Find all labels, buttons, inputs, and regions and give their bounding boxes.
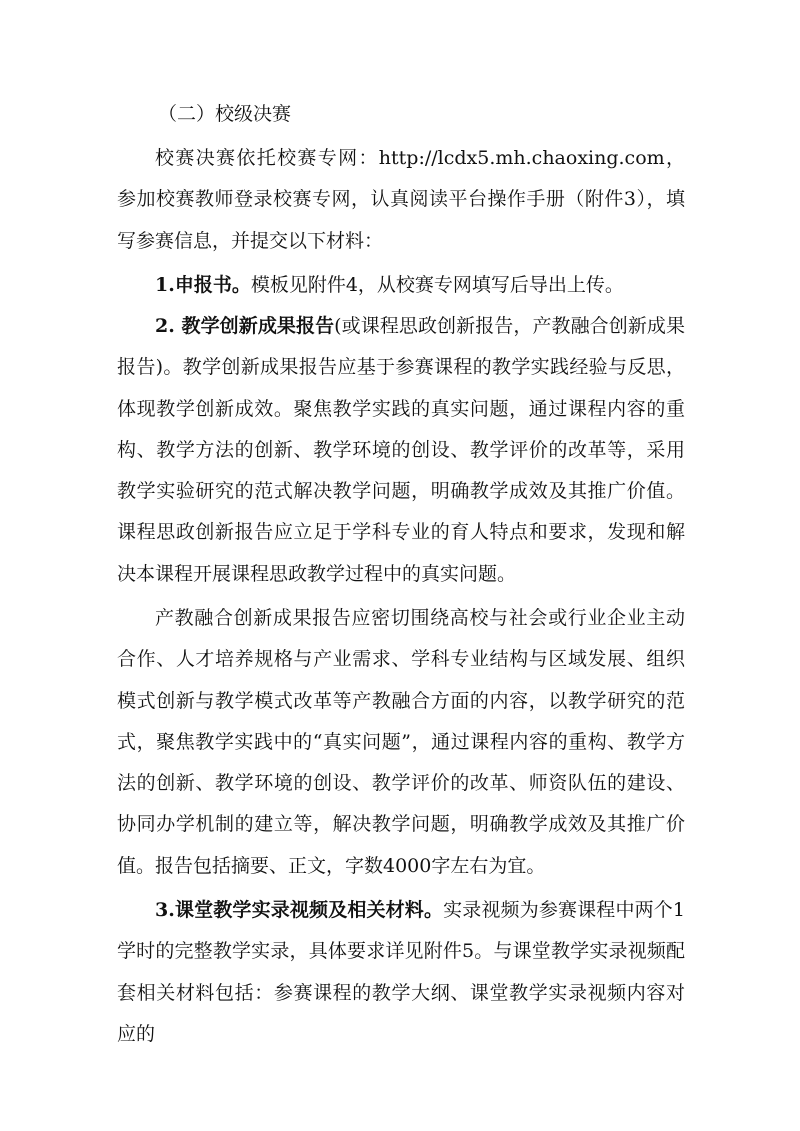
paragraph-classroom-video-bold: 3.课堂教学实录视频及相关材料。	[155, 899, 444, 921]
paragraph-application-form	[117, 265, 685, 306]
paragraph-intro-text: 校赛决赛依托校赛专网：http://lcdx5.mh.chaoxing.com，参加校赛教师登录校赛专网，认真阅读平台操作手册（附件3），填写参赛信息，并提交以下材料：	[117, 147, 685, 252]
paragraph-innovation-report-text: (或课程思政创新报告，产教融合创新成果报告)。教学创新成果报告应基于参赛课程的教学实践经验与反思，体现教学创新成效。聚焦教学实践的真实问题，通过课程内容的重构、教学方法的创新、教学环境的创设、教学评价的改革等，采用教学实验研究的范式解决教学问题，明确教学成效及其推广价值。课程思政创新报告应立足于学科专业的育人特点和要求，发现和解决本课程开展课程思政教学过程中的真实问题。	[117, 315, 686, 585]
paragraph-classroom-video	[117, 890, 685, 1055]
paragraph-industry-education-report	[117, 598, 685, 887]
paragraph-intro	[117, 138, 685, 262]
paragraph-application-form-text: 模板见附件4，从校赛专网填写后导出上传。	[250, 274, 624, 296]
paragraph-application-form-bold: 1.申报书。	[155, 274, 251, 296]
paragraph-classroom-video-text: 实录视频为参赛课程中两个1学时的完整教学实录，具体要求详见附件5。与课堂教学实录视频配套相关材料包括：参赛课程的教学大纲、课堂教学实录视频内容对应的	[117, 899, 685, 1045]
paragraph-innovation-report-bold: 2. 教学创新成果报告	[155, 315, 335, 337]
paragraph-innovation-report	[117, 306, 685, 595]
section-heading: （二）校级决赛	[158, 103, 292, 125]
paragraph-industry-education-report-text: 产教融合创新成果报告应密切围绕高校与社会或行业企业主动合作、人才培养规格与产业需求、学科专业结构与区域发展、组织模式创新与教学模式改革等产教融合方面的内容，以教学研究的范式，聚焦教学实践中的“真实问题”，通过课程内容的重构、教学方法的创新、教学环境的创设、教学评价的改革、师资队伍的建设、协同办学机制的建立等，解决教学问题，明确教学成效及其推广价值。报告包括摘要、正文，字数4000字左右为宜。	[117, 607, 685, 877]
